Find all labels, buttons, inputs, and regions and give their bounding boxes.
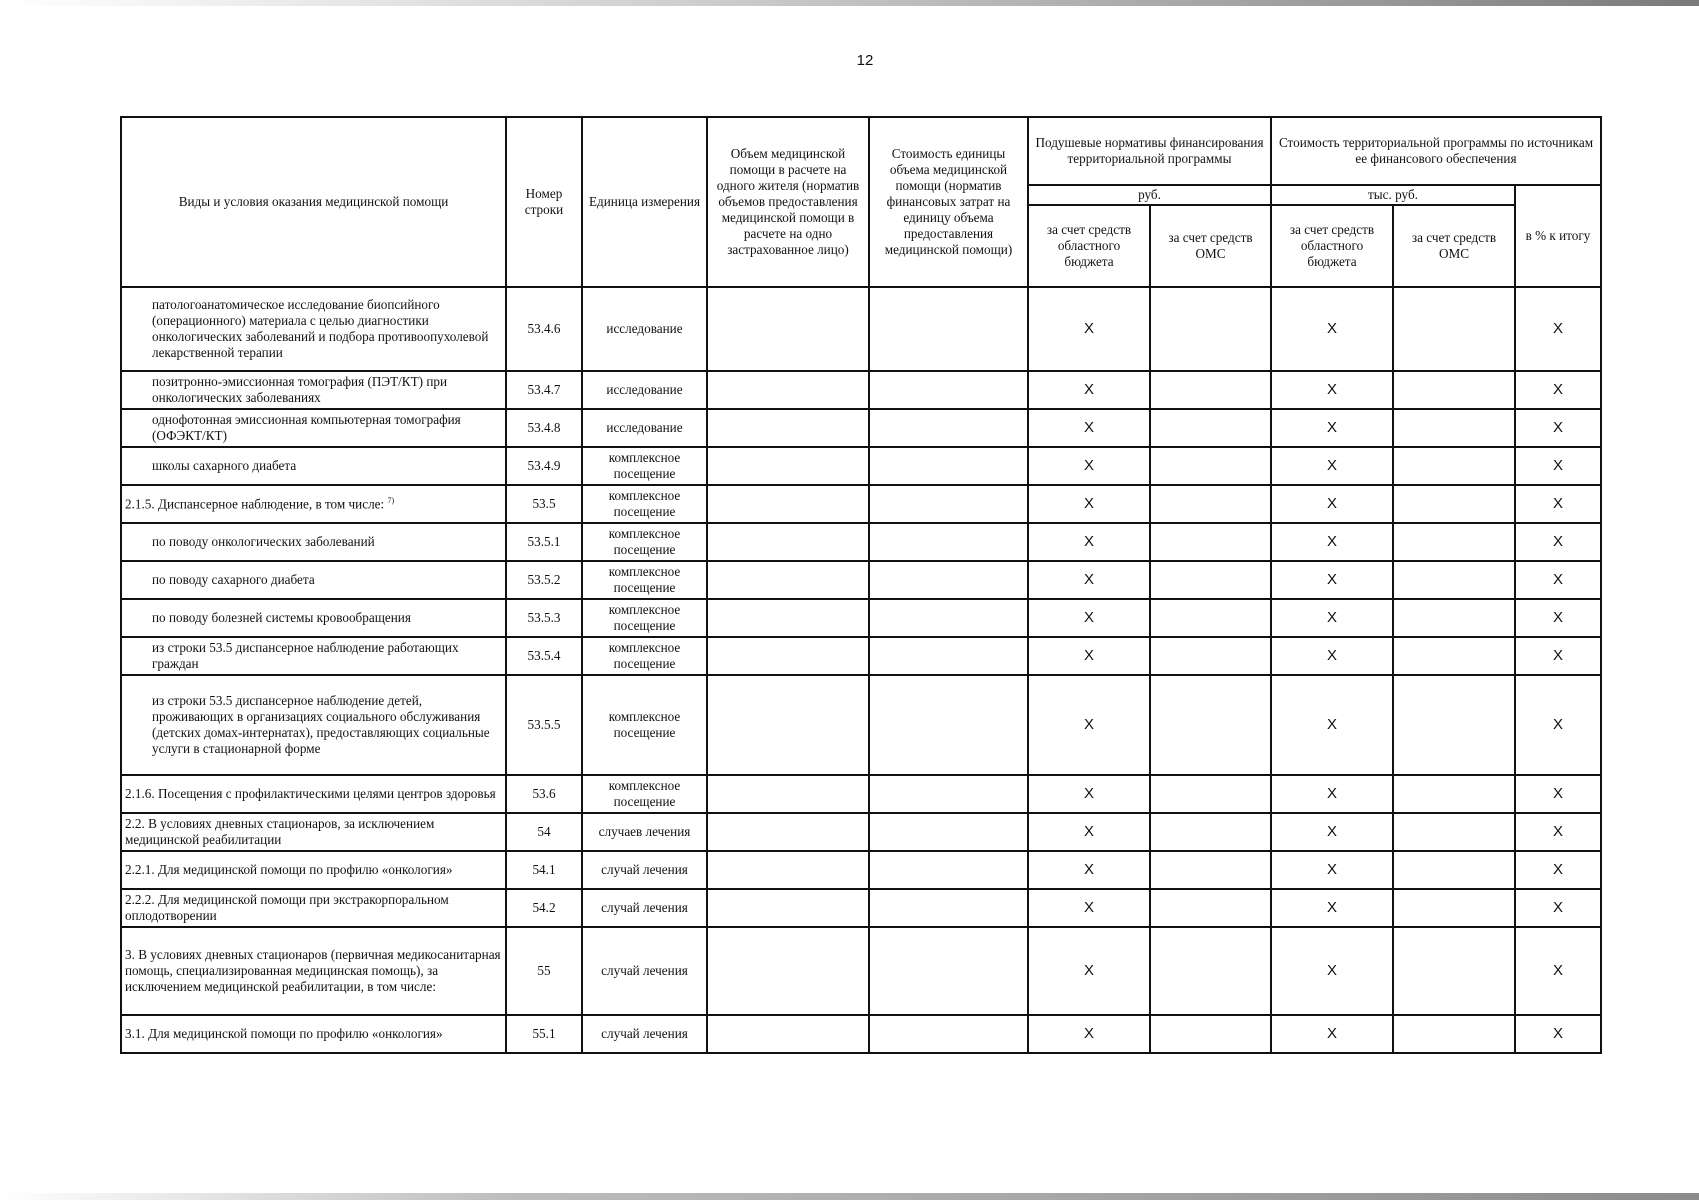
row-unit: исследование bbox=[582, 287, 707, 371]
row-cost bbox=[869, 775, 1028, 813]
row-pc-budget: X bbox=[1028, 485, 1150, 523]
row-percent: X bbox=[1515, 599, 1601, 637]
row-pc-oms bbox=[1150, 675, 1271, 775]
row-percent: X bbox=[1515, 637, 1601, 675]
row-pc-budget: X bbox=[1028, 371, 1150, 409]
row-pc-oms bbox=[1150, 813, 1271, 851]
row-volume bbox=[707, 561, 869, 599]
row-pc-budget: X bbox=[1028, 409, 1150, 447]
row-pc-budget: X bbox=[1028, 1015, 1150, 1053]
row-pr-budget: X bbox=[1271, 599, 1393, 637]
row-number: 53.4.7 bbox=[506, 371, 582, 409]
row-pr-oms bbox=[1393, 371, 1515, 409]
row-volume bbox=[707, 813, 869, 851]
row-pr-oms bbox=[1393, 851, 1515, 889]
row-pr-oms bbox=[1393, 447, 1515, 485]
row-pr-budget: X bbox=[1271, 409, 1393, 447]
row-percent: X bbox=[1515, 927, 1601, 1015]
row-number: 54.2 bbox=[506, 889, 582, 927]
table-row bbox=[121, 889, 1601, 927]
row-percent: X bbox=[1515, 851, 1601, 889]
row-pc-budget: X bbox=[1028, 599, 1150, 637]
row-name: однофотонная эмиссионная компьютерная томография (ОФЭКТ/КТ) bbox=[121, 409, 506, 447]
financing-table bbox=[120, 116, 1602, 1054]
row-cost bbox=[869, 813, 1028, 851]
header-program-cost-group: Стоимость территориальной программы по источникам ее финансового обеспечения bbox=[1271, 117, 1601, 185]
row-name: из строки 53.5 диспансерное наблюдение детей, проживающих в организациях социального обслуживания (детских домах-интернатах), предоставляющих социальные услуги в стационарной форме bbox=[121, 675, 506, 775]
row-unit: случай лечения bbox=[582, 927, 707, 1015]
row-pc-oms bbox=[1150, 447, 1271, 485]
row-number: 53.5.4 bbox=[506, 637, 582, 675]
row-cost bbox=[869, 889, 1028, 927]
row-unit: случаев лечения bbox=[582, 813, 707, 851]
row-pr-budget: X bbox=[1271, 775, 1393, 813]
row-percent: X bbox=[1515, 775, 1601, 813]
row-cost bbox=[869, 447, 1028, 485]
header-volume: Объем медицинской помощи в расчете на одного жителя (норматив объемов предоставления медицинской помощи в расчете на одно застрахованное лицо) bbox=[707, 117, 869, 287]
row-pr-oms bbox=[1393, 561, 1515, 599]
row-pc-budget: X bbox=[1028, 637, 1150, 675]
row-unit: комплексное посещение bbox=[582, 775, 707, 813]
row-name: позитронно-эмиссионная томография (ПЭТ/КТ) при онкологических заболеваниях bbox=[121, 371, 506, 409]
row-pc-oms bbox=[1150, 287, 1271, 371]
row-unit: комплексное посещение bbox=[582, 485, 707, 523]
row-volume bbox=[707, 599, 869, 637]
row-pc-oms bbox=[1150, 927, 1271, 1015]
row-name: 2.2.1. Для медицинской помощи по профилю «онкология» bbox=[121, 851, 506, 889]
table-row bbox=[121, 851, 1601, 889]
row-percent: X bbox=[1515, 1015, 1601, 1053]
row-number: 53.5.5 bbox=[506, 675, 582, 775]
row-cost bbox=[869, 637, 1028, 675]
table-row bbox=[121, 523, 1601, 561]
row-percent: X bbox=[1515, 287, 1601, 371]
row-pr-budget: X bbox=[1271, 371, 1393, 409]
row-pr-oms bbox=[1393, 599, 1515, 637]
table-container bbox=[120, 116, 1600, 1054]
row-pr-budget: X bbox=[1271, 637, 1393, 675]
row-volume bbox=[707, 637, 869, 675]
row-name: из строки 53.5 диспансерное наблюдение работающих граждан bbox=[121, 637, 506, 675]
row-volume bbox=[707, 485, 869, 523]
row-pc-budget: X bbox=[1028, 287, 1150, 371]
row-volume bbox=[707, 409, 869, 447]
row-volume bbox=[707, 447, 869, 485]
row-pr-oms bbox=[1393, 813, 1515, 851]
row-cost bbox=[869, 371, 1028, 409]
header-pc-oms: за счет средств ОМС bbox=[1150, 205, 1271, 287]
row-number: 53.4.8 bbox=[506, 409, 582, 447]
row-unit: комплексное посещение bbox=[582, 561, 707, 599]
row-name: по поводу болезней системы кровообращения bbox=[121, 599, 506, 637]
scan-edge-bottom bbox=[0, 1193, 1699, 1200]
table-row bbox=[121, 561, 1601, 599]
row-cost bbox=[869, 409, 1028, 447]
row-pr-oms bbox=[1393, 889, 1515, 927]
row-pc-oms bbox=[1150, 637, 1271, 675]
table-row bbox=[121, 447, 1601, 485]
table-row bbox=[121, 1015, 1601, 1053]
row-percent: X bbox=[1515, 485, 1601, 523]
row-unit: случай лечения bbox=[582, 1015, 707, 1053]
row-unit: случай лечения bbox=[582, 851, 707, 889]
row-pc-oms bbox=[1150, 485, 1271, 523]
row-percent: X bbox=[1515, 523, 1601, 561]
table-row bbox=[121, 599, 1601, 637]
row-volume bbox=[707, 523, 869, 561]
row-pc-oms bbox=[1150, 409, 1271, 447]
row-pr-budget: X bbox=[1271, 287, 1393, 371]
header-unit-thousand-rub: тыс. руб. bbox=[1271, 185, 1515, 205]
table-row bbox=[121, 927, 1601, 1015]
row-number: 53.5.2 bbox=[506, 561, 582, 599]
row-percent: X bbox=[1515, 813, 1601, 851]
row-pc-budget: X bbox=[1028, 813, 1150, 851]
row-unit: комплексное посещение bbox=[582, 675, 707, 775]
row-pc-budget: X bbox=[1028, 447, 1150, 485]
row-pr-oms bbox=[1393, 1015, 1515, 1053]
row-percent: X bbox=[1515, 889, 1601, 927]
header-unit-rub: руб. bbox=[1028, 185, 1271, 205]
row-pr-budget: X bbox=[1271, 561, 1393, 599]
row-percent: X bbox=[1515, 561, 1601, 599]
row-pr-budget: X bbox=[1271, 813, 1393, 851]
header-pr-budget: за счет средств областного бюджета bbox=[1271, 205, 1393, 287]
table-row bbox=[121, 675, 1601, 775]
row-number: 53.5.1 bbox=[506, 523, 582, 561]
row-name: 3.1. Для медицинской помощи по профилю «онкология» bbox=[121, 1015, 506, 1053]
row-unit: исследование bbox=[582, 371, 707, 409]
row-cost bbox=[869, 1015, 1028, 1053]
row-number: 55.1 bbox=[506, 1015, 582, 1053]
row-volume bbox=[707, 1015, 869, 1053]
row-name: 2.2. В условиях дневных стационаров, за исключением медицинской реабилитации bbox=[121, 813, 506, 851]
header-name: Виды и условия оказания медицинской помощи bbox=[121, 117, 506, 287]
row-cost bbox=[869, 287, 1028, 371]
row-volume bbox=[707, 927, 869, 1015]
row-cost bbox=[869, 927, 1028, 1015]
header-row-number: Номер строки bbox=[506, 117, 582, 287]
row-pc-oms bbox=[1150, 851, 1271, 889]
header-per-capita-group: Подушевые нормативы финансирования территориальной программы bbox=[1028, 117, 1271, 185]
row-pc-oms bbox=[1150, 561, 1271, 599]
row-unit: случай лечения bbox=[582, 889, 707, 927]
row-unit: комплексное посещение bbox=[582, 523, 707, 561]
row-name: 3. В условиях дневных стационаров (первичная медикосанитарная помощь, специализированная медицинская помощь), за исключением медицинской реабилитации, в том числе: bbox=[121, 927, 506, 1015]
row-cost bbox=[869, 851, 1028, 889]
row-cost bbox=[869, 561, 1028, 599]
row-volume bbox=[707, 675, 869, 775]
row-name: школы сахарного диабета bbox=[121, 447, 506, 485]
row-volume bbox=[707, 889, 869, 927]
row-percent: X bbox=[1515, 447, 1601, 485]
row-pc-budget: X bbox=[1028, 675, 1150, 775]
row-unit: комплексное посещение bbox=[582, 599, 707, 637]
row-pr-budget: X bbox=[1271, 523, 1393, 561]
row-pr-budget: X bbox=[1271, 851, 1393, 889]
row-number: 53.4.6 bbox=[506, 287, 582, 371]
row-name: по поводу онкологических заболеваний bbox=[121, 523, 506, 561]
row-number: 55 bbox=[506, 927, 582, 1015]
row-pc-oms bbox=[1150, 775, 1271, 813]
row-pr-oms bbox=[1393, 637, 1515, 675]
row-pc-budget: X bbox=[1028, 889, 1150, 927]
scan-edge-top bbox=[0, 0, 1699, 6]
page-number: 12 bbox=[856, 52, 874, 69]
table-row bbox=[121, 287, 1601, 371]
row-name: по поводу сахарного диабета bbox=[121, 561, 506, 599]
row-pr-oms bbox=[1393, 287, 1515, 371]
row-pc-budget: X bbox=[1028, 927, 1150, 1015]
header-percent: в % к итогу bbox=[1515, 185, 1601, 287]
row-pc-oms bbox=[1150, 523, 1271, 561]
table-row bbox=[121, 485, 1601, 523]
row-percent: X bbox=[1515, 409, 1601, 447]
table-row bbox=[121, 813, 1601, 851]
row-pc-oms bbox=[1150, 599, 1271, 637]
row-pc-budget: X bbox=[1028, 523, 1150, 561]
row-unit: комплексное посещение bbox=[582, 447, 707, 485]
row-name: 2.2.2. Для медицинской помощи при экстракорпоральном оплодотворении bbox=[121, 889, 506, 927]
row-number: 53.4.9 bbox=[506, 447, 582, 485]
row-number: 53.6 bbox=[506, 775, 582, 813]
row-name: патологоанатомическое исследование биопсийного (операционного) материала с целью диагностики онкологических заболеваний и подбора противоопухолевой лекарственной терапии bbox=[121, 287, 506, 371]
row-number: 53.5 bbox=[506, 485, 582, 523]
row-name: 2.1.6. Посещения с профилактическими целями центров здоровья bbox=[121, 775, 506, 813]
row-pr-budget: X bbox=[1271, 485, 1393, 523]
row-volume bbox=[707, 371, 869, 409]
row-pr-budget: X bbox=[1271, 447, 1393, 485]
row-percent: X bbox=[1515, 371, 1601, 409]
footnote-marker: 7) bbox=[387, 495, 395, 505]
table-row bbox=[121, 775, 1601, 813]
row-number: 53.5.3 bbox=[506, 599, 582, 637]
row-cost bbox=[869, 675, 1028, 775]
row-pr-oms bbox=[1393, 485, 1515, 523]
row-pr-oms bbox=[1393, 675, 1515, 775]
row-cost bbox=[869, 485, 1028, 523]
row-cost bbox=[869, 599, 1028, 637]
row-unit: комплексное посещение bbox=[582, 637, 707, 675]
row-unit: исследование bbox=[582, 409, 707, 447]
row-volume bbox=[707, 775, 869, 813]
table-row bbox=[121, 409, 1601, 447]
row-number: 54 bbox=[506, 813, 582, 851]
row-pc-oms bbox=[1150, 371, 1271, 409]
row-pr-oms bbox=[1393, 409, 1515, 447]
header-unit: Единица измерения bbox=[582, 117, 707, 287]
row-pr-oms bbox=[1393, 523, 1515, 561]
row-pc-oms bbox=[1150, 1015, 1271, 1053]
row-percent: X bbox=[1515, 675, 1601, 775]
row-pc-budget: X bbox=[1028, 851, 1150, 889]
row-pc-oms bbox=[1150, 889, 1271, 927]
row-pr-budget: X bbox=[1271, 675, 1393, 775]
row-pr-budget: X bbox=[1271, 1015, 1393, 1053]
header-pr-oms: за счет средств ОМС bbox=[1393, 205, 1515, 287]
header-cost: Стоимость единицы объема медицинской помощи (норматив финансовых затрат на единицу объема предоставления медицинской помощи) bbox=[869, 117, 1028, 287]
row-pr-budget: X bbox=[1271, 927, 1393, 1015]
row-pc-budget: X bbox=[1028, 775, 1150, 813]
row-pc-budget: X bbox=[1028, 561, 1150, 599]
row-pr-oms bbox=[1393, 927, 1515, 1015]
row-pr-budget: X bbox=[1271, 889, 1393, 927]
row-cost bbox=[869, 523, 1028, 561]
row-volume bbox=[707, 851, 869, 889]
row-pr-oms bbox=[1393, 775, 1515, 813]
row-name bbox=[121, 485, 506, 523]
row-volume bbox=[707, 287, 869, 371]
header-pc-budget: за счет средств областного бюджета bbox=[1028, 205, 1150, 287]
table-row bbox=[121, 637, 1601, 675]
table-row bbox=[121, 371, 1601, 409]
row-number: 54.1 bbox=[506, 851, 582, 889]
row-name-text: 2.1.5. Диспансерное наблюдение, в том числе: bbox=[125, 496, 385, 512]
